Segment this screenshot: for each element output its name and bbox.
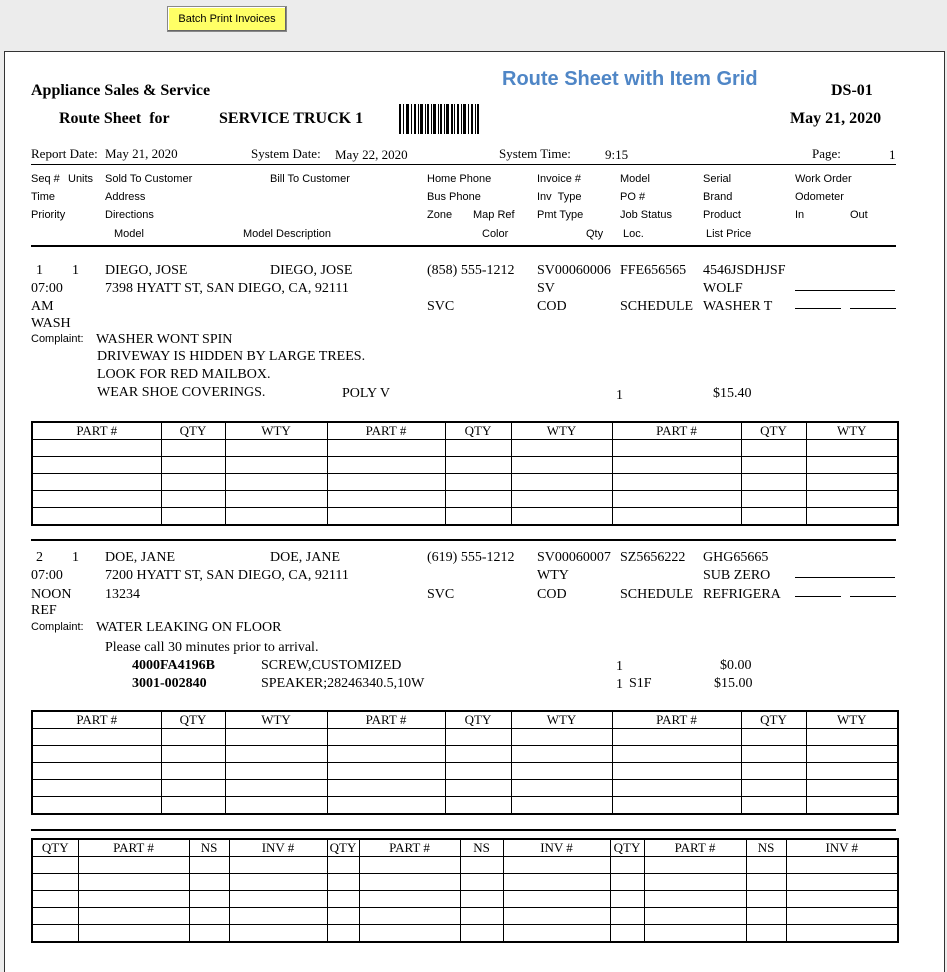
job-address: 7398 HYATT ST, SAN DIEGO, CA, 92111	[105, 281, 349, 296]
complaint-label: Complaint:	[31, 333, 84, 345]
job-phone: (858) 555-1212	[427, 263, 515, 278]
part-number: 4000FA4196B	[132, 658, 215, 673]
job-sold-to: DOE, JANE	[105, 550, 175, 565]
job-inv-type: SV	[537, 281, 555, 296]
col-zone: Zone	[427, 209, 453, 221]
table-row	[32, 474, 898, 491]
wty-header: WTY	[225, 711, 327, 729]
part-header: PART #	[644, 839, 746, 857]
work-order-line	[795, 577, 895, 578]
parts-grid-header	[32, 422, 898, 440]
in-line	[795, 308, 841, 309]
table-row	[32, 908, 898, 925]
col-model: Model	[620, 173, 650, 185]
col-color: Color	[482, 228, 509, 240]
col-directions: Directions	[105, 209, 154, 221]
col-bus-phone: Bus Phone	[427, 191, 481, 203]
job-complaint: WASHER WONT SPIN	[96, 332, 233, 347]
inventory-grid	[31, 838, 899, 943]
job-priority-2: WASH	[31, 316, 71, 331]
col-seq: Seq #	[31, 173, 60, 185]
job-brand: SUB ZERO	[703, 568, 771, 583]
col-home-phone: Home Phone	[427, 173, 492, 185]
job-bill-to: DIEGO, JOSE	[270, 263, 353, 278]
item-qty: 1	[616, 388, 623, 403]
part-header: PART #	[32, 711, 161, 729]
item-price: $15.40	[713, 386, 752, 401]
job-seq: 2	[36, 550, 43, 565]
qty-header: QTY	[32, 839, 78, 857]
ns-header: NS	[746, 839, 786, 857]
table-row	[32, 857, 898, 874]
job-note: LOOK FOR RED MAILBOX.	[97, 367, 271, 382]
system-date: May 22, 2020	[335, 147, 408, 162]
col-pmt-type: Pmt Type	[537, 209, 584, 221]
complaint-label: Complaint:	[31, 621, 84, 633]
col-model-description: Model Description	[243, 228, 332, 240]
col-in: In	[795, 209, 805, 221]
col-brand: Brand	[703, 191, 733, 203]
part-description: SPEAKER;28246340.5,10W	[261, 676, 425, 691]
job-bill-to: DOE, JANE	[270, 550, 340, 565]
job-model: FFE656565	[620, 263, 687, 278]
barcode-icon	[399, 104, 479, 134]
job-brand: WOLF	[703, 281, 743, 296]
qty-header: QTY	[161, 711, 225, 729]
report-date: May 21, 2020	[105, 146, 178, 161]
job-note: Please call 30 minutes prior to arrival.	[105, 640, 319, 655]
job-phone: (619) 555-1212	[427, 550, 515, 565]
table-row	[32, 491, 898, 508]
job-priority-2: REF	[31, 603, 57, 618]
company-name: Appliance Sales & Service	[31, 82, 211, 99]
parts-grid	[31, 421, 899, 526]
table-row	[32, 508, 898, 526]
col-serial: Serial	[703, 173, 732, 185]
col-loc: Loc.	[623, 228, 644, 240]
job-serial: GHG65665	[703, 550, 769, 565]
col-map-ref: Map Ref	[473, 209, 515, 221]
divider	[31, 164, 896, 165]
item-color: POLY V	[342, 386, 390, 401]
job-time: 07:00	[31, 568, 63, 583]
col-invoice: Invoice #	[537, 173, 582, 185]
job-sold-to: DIEGO, JOSE	[105, 263, 188, 278]
divider	[31, 245, 896, 247]
job-units: 1	[72, 550, 79, 565]
part-number: 3001-002840	[132, 676, 207, 691]
job-product: WASHER T	[703, 299, 773, 314]
part-header: PART #	[612, 422, 741, 440]
col-out: Out	[850, 209, 868, 221]
job-invoice: SV00060007	[537, 550, 611, 565]
wty-header: WTY	[225, 422, 327, 440]
job-seq: 1	[36, 263, 43, 278]
col-address: Address	[105, 191, 146, 203]
table-row	[32, 746, 898, 763]
inv-header: INV #	[786, 839, 898, 857]
col-job-status: Job Status	[620, 209, 672, 221]
job-priority: AM	[31, 299, 54, 314]
col-qty: Qty	[586, 228, 604, 240]
system-time-label: System Time:	[499, 146, 571, 161]
divider	[31, 539, 896, 541]
report-page	[4, 51, 945, 972]
table-row	[32, 797, 898, 815]
part-loc: S1F	[629, 676, 652, 691]
col-product: Product	[703, 209, 741, 221]
job-time: 07:00	[31, 281, 63, 296]
col-sold-to: Sold To Customer	[105, 173, 193, 185]
qty-header: QTY	[741, 422, 806, 440]
job-serial: 4546JSDHJSF	[703, 263, 786, 278]
table-row	[32, 457, 898, 474]
part-header: PART #	[32, 422, 161, 440]
wty-header: WTY	[806, 422, 898, 440]
col-time: Time	[31, 191, 56, 203]
in-line	[795, 596, 841, 597]
inv-header: INV #	[229, 839, 327, 857]
table-row	[32, 440, 898, 457]
qty-header: QTY	[610, 839, 644, 857]
col-work-order: Work Order	[795, 173, 852, 185]
table-row	[32, 780, 898, 797]
col-model-2: Model	[114, 228, 144, 240]
qty-header: QTY	[445, 422, 511, 440]
work-order-line	[795, 290, 895, 291]
report-title: Route Sheet with Item Grid	[502, 68, 758, 90]
job-complaint: WATER LEAKING ON FLOOR	[96, 620, 282, 635]
col-list-price: List Price	[706, 228, 752, 240]
part-header: PART #	[359, 839, 460, 857]
qty-header: QTY	[741, 711, 806, 729]
job-note: WEAR SHOE COVERINGS.	[97, 385, 266, 400]
col-units: Units	[68, 173, 94, 185]
part-header: PART #	[327, 422, 445, 440]
truck-name: SERVICE TRUCK 1	[219, 110, 364, 127]
wty-header: WTY	[511, 422, 612, 440]
job-product: REFRIGERA	[703, 587, 781, 602]
table-row	[32, 925, 898, 943]
page-label: Page:	[812, 146, 841, 161]
job-units: 1	[72, 263, 79, 278]
job-pmt-type: COD	[537, 587, 567, 602]
part-price: $0.00	[720, 658, 752, 673]
part-description: SCREW,CUSTOMIZED	[261, 658, 402, 673]
job-zone: SVC	[427, 587, 455, 602]
out-line	[850, 596, 896, 597]
job-note: DRIVEWAY IS HIDDEN BY LARGE TREES.	[97, 349, 366, 364]
qty-header: QTY	[327, 839, 359, 857]
header-date: May 21, 2020	[790, 110, 882, 127]
qty-header: QTY	[445, 711, 511, 729]
parts-grid	[31, 710, 899, 815]
wty-header: WTY	[806, 711, 898, 729]
parts-grid-header	[32, 711, 898, 729]
inv-header: INV #	[503, 839, 610, 857]
part-qty: 1	[616, 659, 623, 674]
col-inv-type: Inv Type	[537, 191, 582, 203]
divider	[31, 829, 896, 831]
qty-header: QTY	[161, 422, 225, 440]
job-zone: SVC	[427, 299, 455, 314]
job-inv-type: WTY	[537, 568, 569, 583]
part-header: PART #	[327, 711, 445, 729]
system-time: 9:15	[605, 147, 629, 162]
col-po: PO #	[620, 191, 646, 203]
wty-header: WTY	[511, 711, 612, 729]
job-invoice: SV00060006	[537, 263, 611, 278]
out-line	[850, 308, 896, 309]
table-row	[32, 874, 898, 891]
part-header: PART #	[78, 839, 189, 857]
toolbar	[0, 0, 947, 46]
report-date-label: Report Date:	[31, 146, 98, 161]
col-priority: Priority	[31, 209, 66, 221]
system-date-label: System Date:	[251, 146, 321, 161]
job-status: SCHEDULE	[620, 587, 694, 602]
job-address: 7200 HYATT ST, SAN DIEGO, CA, 92111	[105, 568, 349, 583]
part-price: $15.00	[714, 676, 753, 691]
job-status: SCHEDULE	[620, 299, 694, 314]
part-header: PART #	[612, 711, 741, 729]
table-row	[32, 891, 898, 908]
report-code: DS-01	[831, 82, 873, 99]
job-priority: NOON	[31, 587, 72, 602]
job-directions: 13234	[105, 587, 140, 602]
job-model: SZ5656222	[620, 550, 686, 565]
batch-print-invoices-button[interactable]: Batch Print Invoices	[167, 6, 287, 32]
ns-header: NS	[460, 839, 503, 857]
job-pmt-type: COD	[537, 299, 567, 314]
col-odometer: Odometer	[795, 191, 844, 203]
part-qty: 1	[616, 677, 623, 692]
inventory-grid-header	[32, 839, 898, 857]
table-row	[32, 729, 898, 746]
page-number: 1	[889, 147, 896, 162]
col-bill-to: Bill To Customer	[270, 173, 350, 185]
ns-header: NS	[189, 839, 229, 857]
route-sheet-for-label: Route Sheet for	[59, 110, 170, 127]
table-row	[32, 763, 898, 780]
